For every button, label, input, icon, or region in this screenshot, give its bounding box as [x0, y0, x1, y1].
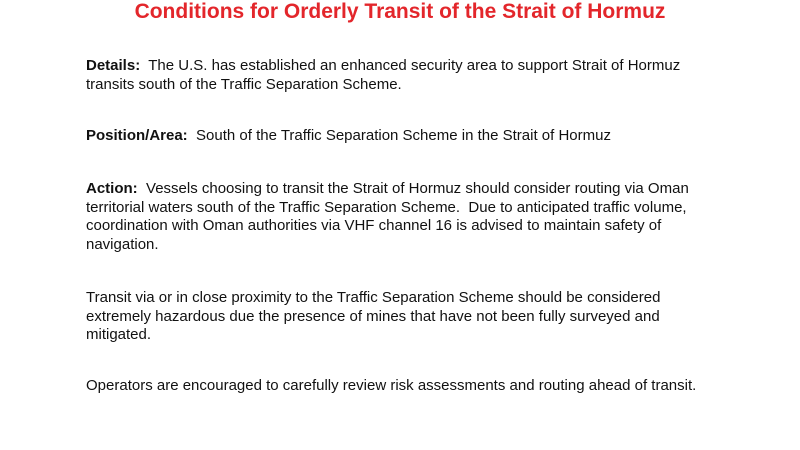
position-label: Position/Area:	[86, 127, 188, 144]
position-text: South of the Traffic Separation Scheme in the Strait of Hormuz	[196, 127, 611, 144]
details-label: Details:	[86, 57, 141, 74]
action-section	[86, 180, 726, 254]
details-text: The U.S. has established an enhanced security area to support Strait of Hormuz transits south of the Traffic Separation Scheme.	[86, 57, 681, 93]
position-section	[86, 127, 726, 146]
action-text: Vessels choosing to transit the Strait of Hormuz should consider routing via Oman territorial waters south of the Traffic Separation Scheme. Due to anticipated traffic volume, coordination with Oman authorities via VHF channel 16 is advised to maintain safety of navigation.	[86, 180, 693, 253]
transit-warning-paragraph: Transit via or in close proximity to the Traffic Separation Scheme should be considered extremely hazardous due the presence of mines that have not been fully surveyed and mitigated.	[86, 289, 661, 343]
document-title: Conditions for Orderly Transit of the Strait of Hormuz	[134, 0, 666, 23]
action-label: Action:	[86, 180, 138, 197]
operators-paragraph: Operators are encouraged to carefully review risk assessments and routing ahead of transit.	[86, 377, 697, 394]
details-section	[86, 57, 726, 94]
